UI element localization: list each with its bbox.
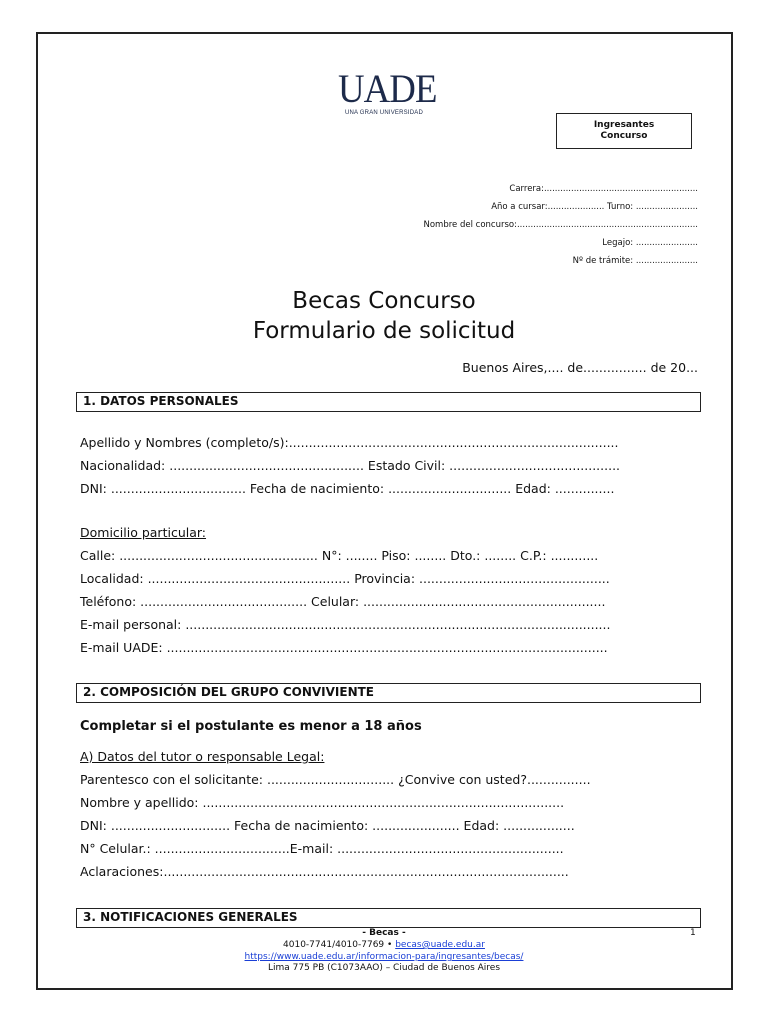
meta-legajo: Legajo: ....................... (602, 238, 698, 248)
meta-nombre-concurso: Nombre del concurso:................................................................... (423, 220, 698, 230)
ingresantes-box (556, 113, 692, 149)
field-tutor-dni: DNI: .............................. Fecha de nacimiento: ...................... Edad: .................. (80, 818, 575, 833)
field-telefono: Teléfono: .......................................... Celular: ............................................................. (80, 594, 606, 609)
field-localidad: Localidad: ................................................... Provincia: ................................................ (80, 571, 610, 586)
logo-main-text: UADE (338, 66, 437, 111)
section-notificaciones: 3. NOTIFICACIONES GENERALES (76, 908, 701, 928)
minor-note: Completar si el postulante es menor a 18 años (80, 719, 422, 734)
ingresantes-line2: Concurso (600, 131, 648, 141)
field-apellido-nombres: Apellido y Nombres (completo/s):................................................................................... (80, 435, 619, 450)
field-nombre-apellido: Nombre y apellido: ........................................................................................... (80, 795, 565, 810)
footer-url-row (0, 952, 768, 963)
date-line: Buenos Aires,.... de................ de 20... (462, 360, 698, 375)
meta-tramite: Nº de trámite: ....................... (572, 256, 698, 266)
title-line2: Formulario de solicitud (252, 318, 516, 344)
field-celular-email: N° Celular.: ..................................E-mail: ......................................................... (80, 841, 564, 856)
meta-carrera: Carrera:......................................................... (509, 184, 698, 194)
tutor-subtitle: A) Datos del tutor o responsable Legal: (80, 749, 325, 764)
footer-contact (0, 940, 768, 951)
field-email-uade: E-mail UADE: ............................................................................................................... (80, 640, 608, 655)
field-parentesco: Parentesco con el solicitante: ................................ ¿Convive con usted?................ (80, 772, 591, 787)
uade-logo (334, 66, 437, 116)
footer-url-link[interactable]: https://www.uade.edu.ar/informacion-para/ingresantes/becas/ (244, 952, 524, 962)
field-email-personal: E-mail personal: ........................................................................................................... (80, 617, 611, 632)
field-calle: Calle: .................................................. N°: ........ Piso: ........ Dto.: ........ C.P.: ............ (80, 548, 599, 563)
logo-subtitle: UNA GRAN UNIVERSIDAD (344, 110, 423, 116)
domicilio-title: Domicilio particular: (80, 525, 207, 540)
ingresantes-line1: Ingresantes (593, 120, 655, 130)
footer-label: - Becas - (362, 928, 406, 938)
section-datos-personales: 1. DATOS PERSONALES (76, 392, 701, 412)
meta-anio-turno: Año a cursar:..................... Turno: ....................... (491, 202, 698, 212)
page-number: 1 (690, 928, 696, 938)
section-grupo-conviviente: 2. COMPOSICIÓN DEL GRUPO CONVIVIENTE (76, 683, 701, 703)
footer-phones: 4010-7741/4010-7769 • (283, 940, 396, 950)
field-nacionalidad: Nacionalidad: ................................................. Estado Civil: ........................................... (80, 458, 621, 473)
footer-address: Lima 775 PB (C1073AAO) – Ciudad de Buenos Aires (267, 963, 501, 973)
field-aclaraciones: Aclaraciones:...................................................................................................... (80, 864, 569, 879)
field-dni: DNI: .................................. Fecha de nacimiento: ............................... Edad: ............... (80, 481, 615, 496)
title-line1: Becas Concurso (292, 288, 476, 314)
footer-email-link[interactable]: becas@uade.edu.ar (395, 940, 485, 950)
